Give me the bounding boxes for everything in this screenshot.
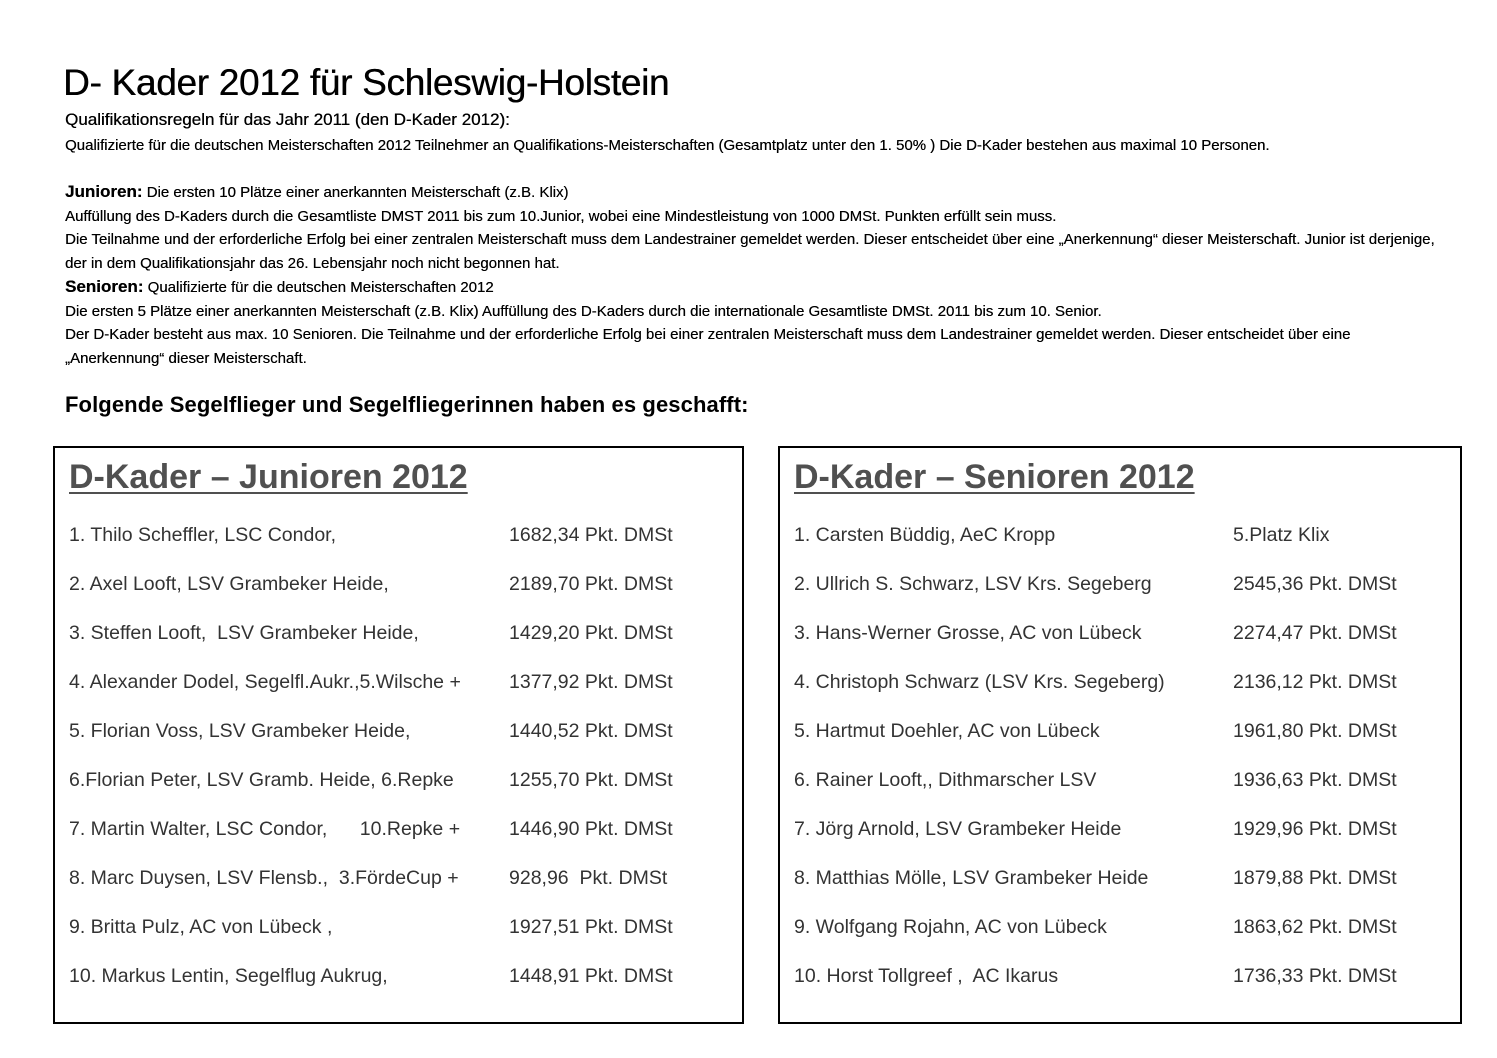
- junioren-entry-name: 2. Axel Looft, LSV Grambeker Heide,: [69, 573, 389, 595]
- junioren-entry: [69, 818, 673, 841]
- junioren-entry-points: 1446,90 Pkt. DMSt: [509, 818, 673, 840]
- senioren-entry-name: 4. Christoph Schwarz (LSV Krs. Segeberg): [794, 671, 1165, 693]
- junioren-box-title: D-Kader – Junioren 2012: [69, 458, 468, 496]
- section-heading: Folgende Segelflieger und Segelfliegerinnen haben es geschafft:: [65, 392, 749, 417]
- junioren-entry: [69, 769, 673, 792]
- senioren-entry-name: 6. Rainer Looft,, Dithmarscher LSV: [794, 769, 1097, 791]
- junioren-rule-1: Die ersten 10 Plätze einer anerkannten Meisterschaft (z.B. Klix): [142, 184, 569, 201]
- senioren-entry-name: 8. Matthias Mölle, LSV Grambeker Heide: [794, 867, 1149, 889]
- junioren-entry-name: 7. Martin Walter, LSC Condor, 10.Repke +: [69, 818, 461, 840]
- junioren-entry-points: 1448,91 Pkt. DMSt: [509, 965, 673, 987]
- senioren-entry: [794, 965, 1397, 988]
- junioren-label: Junioren:: [65, 182, 143, 201]
- senioren-entry: [794, 622, 1397, 645]
- junioren-entry-name: 9. Britta Pulz, AC von Lübeck ,: [69, 916, 333, 938]
- junioren-entry: [69, 622, 673, 645]
- senioren-entry: [794, 524, 1330, 547]
- senioren-entry: [794, 573, 1397, 596]
- senioren-entry-name: 1. Carsten Büddig, AeC Kropp: [794, 524, 1056, 546]
- senioren-entry-points: 1936,63 Pkt. DMSt: [1233, 769, 1397, 791]
- junioren-entry-name: 10. Markus Lentin, Segelflug Aukrug,: [69, 965, 388, 987]
- junioren-entry-points: 1377,92 Pkt. DMSt: [509, 671, 673, 693]
- senioren-entry-name: 9. Wolfgang Rojahn, AC von Lübeck: [794, 916, 1107, 938]
- senioren-entry-name: 7. Jörg Arnold, LSV Grambeker Heide: [794, 818, 1122, 840]
- junioren-entry-name: 3. Steffen Looft, LSV Grambeker Heide,: [69, 622, 419, 644]
- senioren-label: Senioren:: [65, 277, 144, 296]
- senioren-box: [778, 446, 1462, 1024]
- senioren-entry-name: 10. Horst Tollgreef , AC Ikarus: [794, 965, 1059, 987]
- junioren-entry: [69, 671, 673, 694]
- page-subtitle: Qualifikationsregeln für das Jahr 2011 (den D-Kader 2012):: [65, 110, 510, 129]
- senioren-entry-name: 2. Ullrich S. Schwarz, LSV Krs. Segeberg: [794, 573, 1152, 595]
- junioren-entry-points: 1255,70 Pkt. DMSt: [509, 769, 673, 791]
- senioren-entry: [794, 867, 1397, 890]
- senioren-entry: [794, 671, 1397, 694]
- senioren-entry-points: 2274,47 Pkt. DMSt: [1233, 622, 1397, 644]
- senioren-entry-points: 2136,12 Pkt. DMSt: [1233, 671, 1397, 693]
- senioren-rule-2: Die ersten 5 Plätze einer anerkannten Meisterschaft (z.B. Klix) Auffüllung des D-Kaders durch die internationale Gesamtliste DMSt. 2011 bis zum 10. Senior.: [65, 302, 1102, 320]
- senioren-entry-points: 1961,80 Pkt. DMSt: [1233, 720, 1397, 742]
- intro-paragraph: Qualifizierte für die deutschen Meisterschaften 2012 Teilnehmer an Qualifikations-Meisterschaften (Gesamtplatz unter den 1. 50% ) Die D-Kader bestehen aus maximal 10 Personen.: [65, 137, 1270, 154]
- junioren-entry: [69, 867, 668, 890]
- junioren-entry-points: 2189,70 Pkt. DMSt: [509, 573, 673, 595]
- junioren-entry-name: 5. Florian Voss, LSV Grambeker Heide,: [69, 720, 411, 742]
- senioren-entry-name: 5. Hartmut Doehler, AC von Lübeck: [794, 720, 1100, 742]
- junioren-rule-3: Die Teilnahme und der erforderliche Erfolg bei einer zentralen Meisterschaft muss dem Landestrainer gemeldet werden. Dieser entscheidet über eine „Anerkennung“ dieser Meisterschaft. Junior ist derjenige, der in dem Qualifikationsjahr das 26. Lebensjahr noch nicht begonnen hat.: [65, 231, 1435, 272]
- senioren-entry-points: 1736,33 Pkt. DMSt: [1233, 965, 1397, 987]
- senioren-entry-points: 1929,96 Pkt. DMSt: [1233, 818, 1397, 840]
- senioren-entry: [794, 720, 1397, 743]
- junioren-entry-points: 1927,51 Pkt. DMSt: [509, 916, 673, 938]
- junioren-entry-name: 1. Thilo Scheffler, LSC Condor,: [69, 524, 337, 546]
- junioren-rules: [65, 180, 1435, 370]
- junioren-entry: [69, 720, 673, 743]
- junioren-rule-2: Auffüllung des D-Kaders durch die Gesamtliste DMST 2011 bis zum 10.Junior, wobei eine Mindestleistung von 1000 DMSt. Punkten erfüllt sein muss.: [65, 207, 1057, 225]
- junioren-entry-points: 928,96 Pkt. DMSt: [509, 867, 668, 889]
- junioren-box: [53, 446, 744, 1024]
- senioren-entry: [794, 916, 1397, 939]
- junioren-entry-points: 1682,34 Pkt. DMSt: [509, 524, 673, 546]
- senioren-rule-3: Der D-Kader besteht aus max. 10 Senioren. Die Teilnahme und der erforderliche Erfolg bei einer zentralen Meisterschaft muss dem Landestrainer gemeldet werden. Dieser entscheidet über eine „Anerkennung“ dieser Meisterschaft.: [65, 326, 1351, 367]
- junioren-entry-points: 1440,52 Pkt. DMSt: [509, 720, 673, 742]
- senioren-box-title: D-Kader – Senioren 2012: [794, 458, 1195, 496]
- junioren-entry-name: 6.Florian Peter, LSV Gramb. Heide, 6.Repke: [69, 769, 454, 791]
- junioren-entry: [69, 524, 673, 547]
- junioren-entry-name: 8. Marc Duysen, LSV Flensb., 3.FördeCup +: [69, 867, 459, 889]
- junioren-entry-points: 1429,20 Pkt. DMSt: [509, 622, 673, 644]
- senioren-entry: [794, 818, 1397, 841]
- senioren-entry: [794, 769, 1397, 792]
- senioren-entry-points: 1879,88 Pkt. DMSt: [1233, 867, 1397, 889]
- junioren-entry: [69, 916, 673, 939]
- senioren-entry-points: 5.Platz Klix: [1233, 524, 1330, 546]
- senioren-entry-points: 1863,62 Pkt. DMSt: [1233, 916, 1397, 938]
- junioren-entry-name: 4. Alexander Dodel, Segelfl.Aukr.,5.Wilsche +: [69, 671, 461, 693]
- senioren-rule-1: Qualifizierte für die deutschen Meisterschaften 2012: [143, 279, 494, 296]
- junioren-entry: [69, 965, 673, 988]
- senioren-entry-points: 2545,36 Pkt. DMSt: [1233, 573, 1397, 595]
- senioren-entry-name: 3. Hans-Werner Grosse, AC von Lübeck: [794, 622, 1142, 644]
- junioren-entry: [69, 573, 673, 596]
- page-title: D- Kader 2012 für Schleswig-Holstein: [63, 62, 670, 103]
